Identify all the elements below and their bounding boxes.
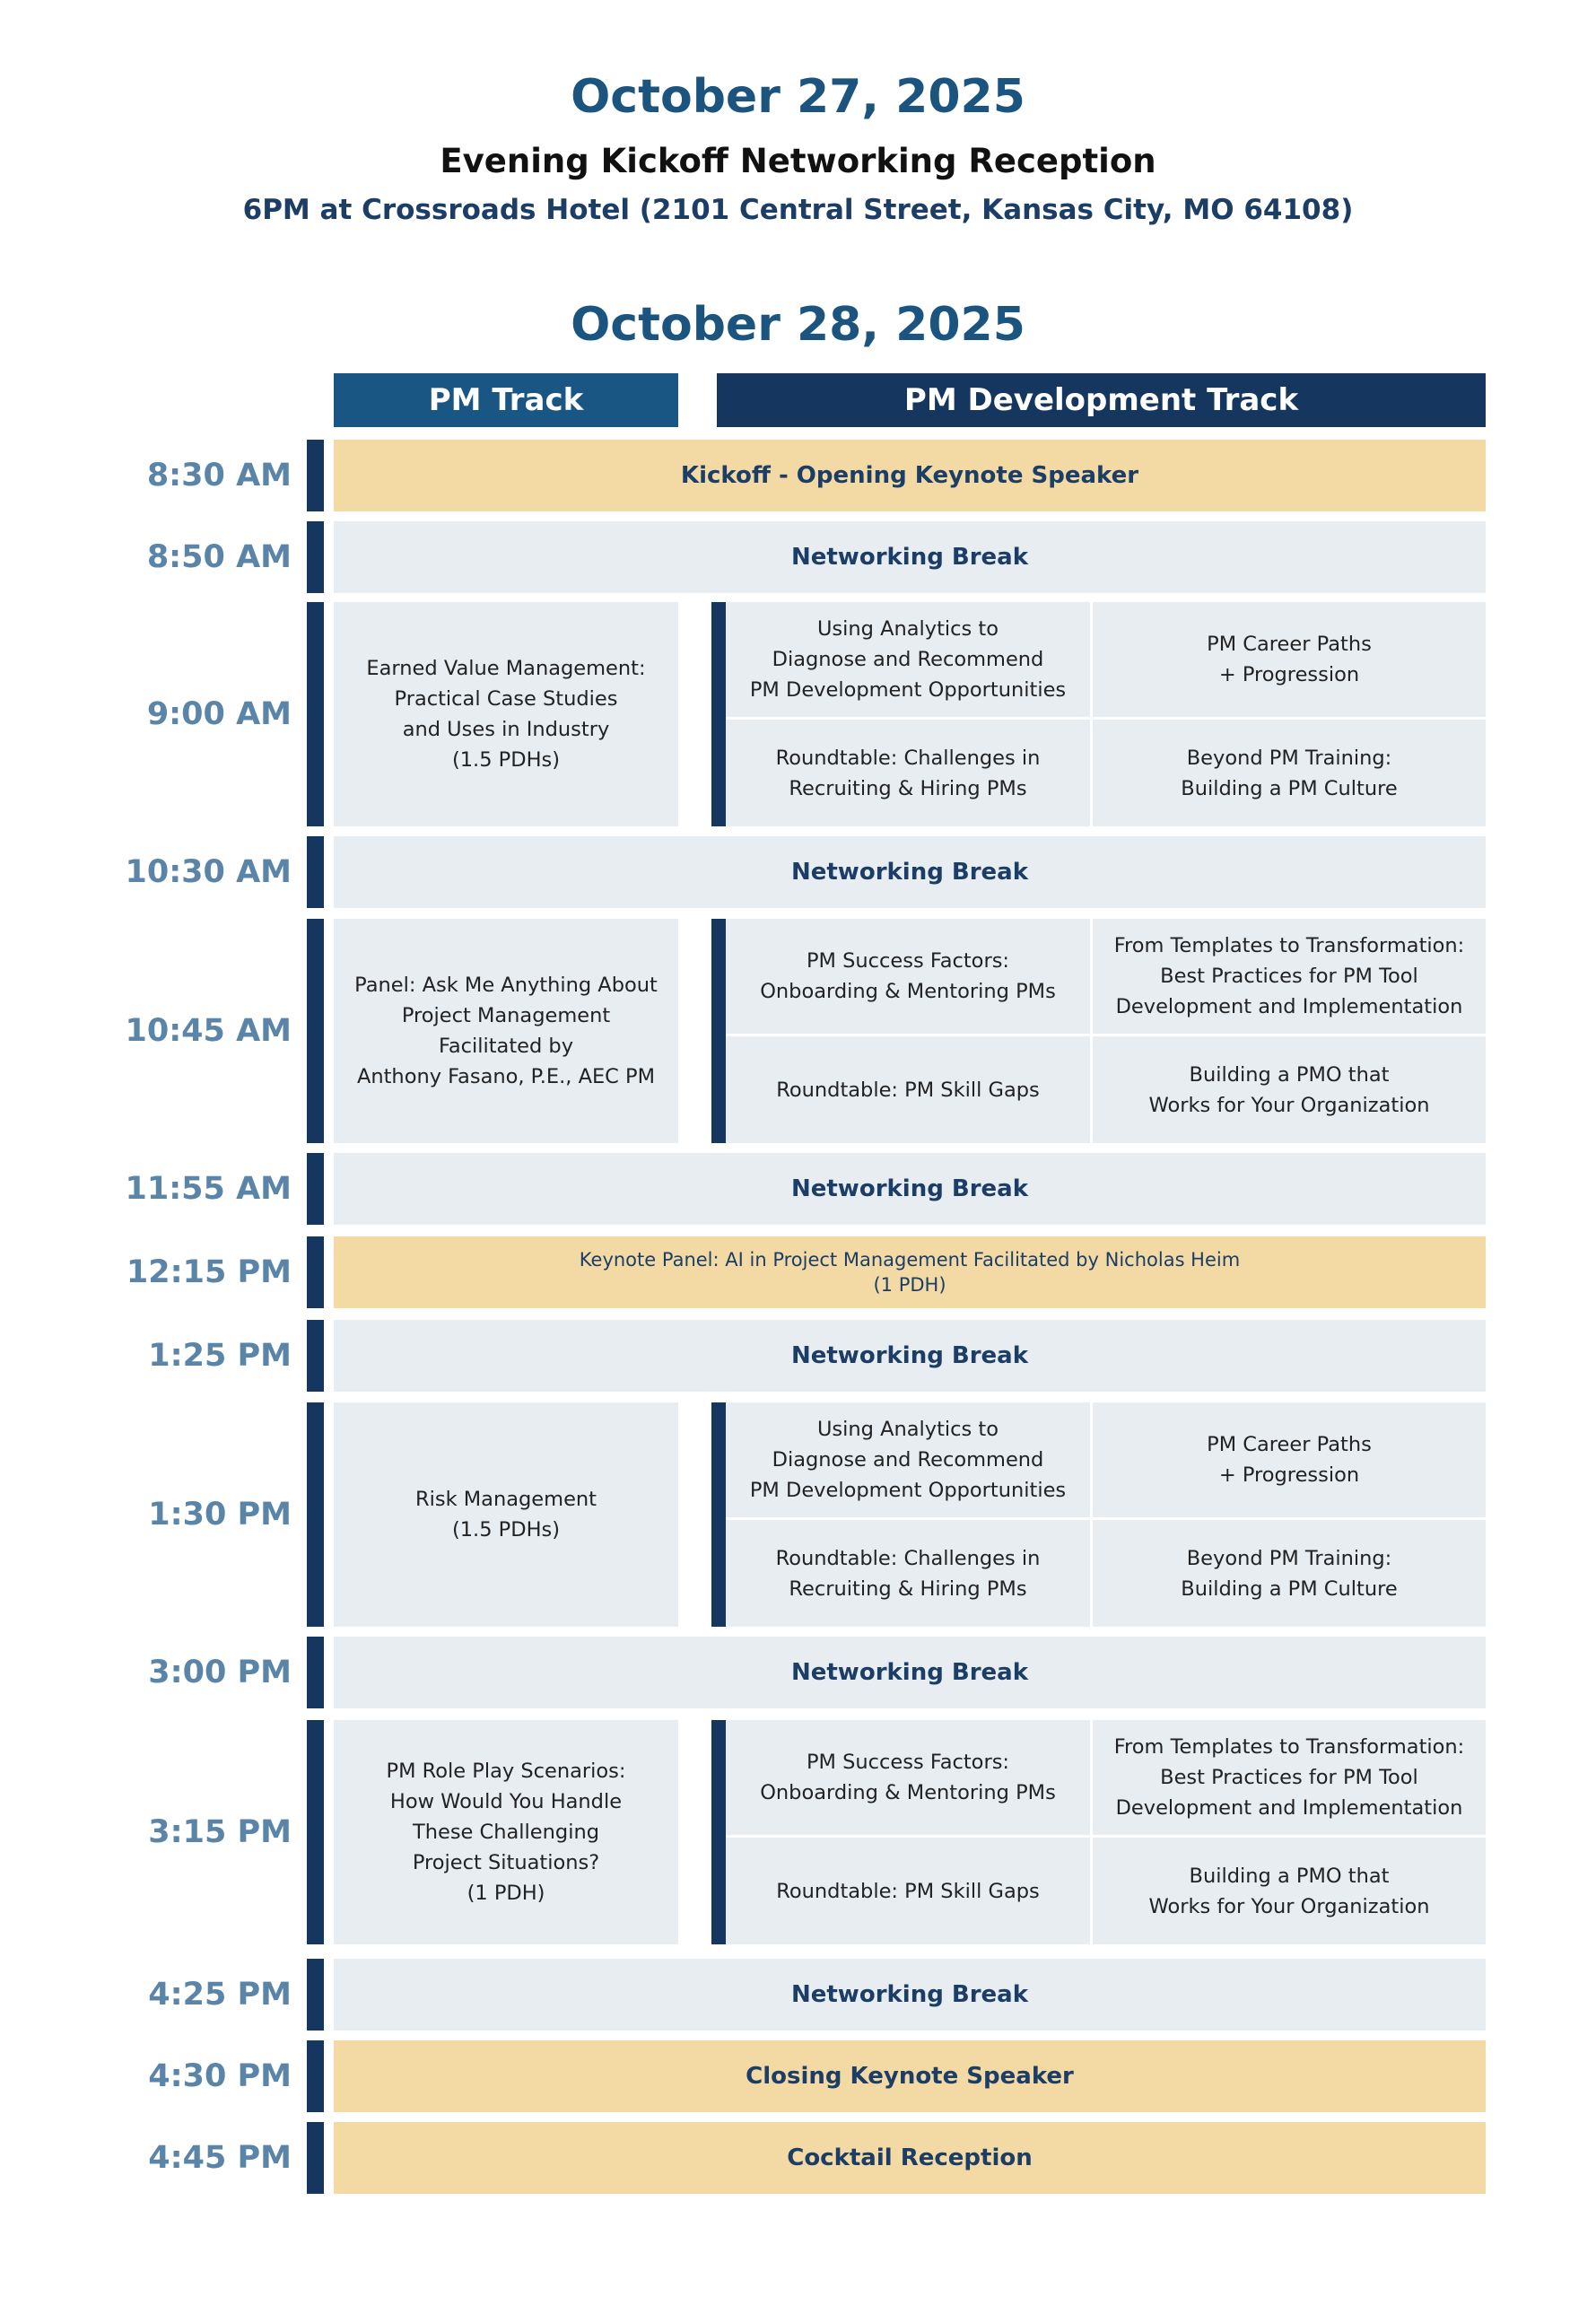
row-marker-bar [307, 2122, 324, 2194]
time-label: 4:25 PM [148, 1977, 292, 2013]
day2-date: October 28, 2025 [571, 298, 1025, 352]
time-label: 3:15 PM [148, 1814, 292, 1850]
row-marker-bar [307, 2040, 324, 2112]
time-label: 4:30 PM [148, 2058, 292, 2094]
dev-track-session: Beyond PM Training: Building a PM Culture [1093, 720, 1486, 826]
dev-track-session: From Templates to Transformation: Best Practices for PM Tool Development and Implementation [1093, 919, 1486, 1034]
time-label: 1:25 PM [148, 1338, 292, 1374]
dev-track-marker-bar [711, 1402, 726, 1627]
pm-track-session: Risk Management (1.5 PDHs) [334, 1402, 678, 1627]
dev-track-session: Roundtable: Challenges in Recruiting & Hiring PMs [726, 720, 1090, 826]
dev-track-session: Beyond PM Training: Building a PM Culture [1093, 1520, 1486, 1627]
row-marker-bar [307, 440, 324, 511]
day1-location: 6PM at Crossroads Hotel (2101 Central Street, Kansas City, MO 64108) [242, 194, 1354, 226]
time-label: 10:30 AM [125, 854, 292, 890]
closing-keynote: Closing Keynote Speaker [334, 2040, 1486, 2112]
time-label: 12:15 PM [126, 1254, 292, 1290]
day1-event-title: Evening Kickoff Networking Reception [440, 142, 1156, 180]
dev-track-session: Roundtable: PM Skill Gaps [726, 1036, 1090, 1143]
time-label: 3:00 PM [148, 1655, 292, 1690]
time-label: 8:50 AM [146, 539, 292, 575]
time-label: 4:45 PM [148, 2140, 292, 2176]
row-marker-bar [307, 1959, 324, 2031]
dev-track-marker-bar [711, 602, 726, 826]
row-marker-bar [307, 602, 324, 826]
networking-break: Networking Break [334, 1959, 1486, 2031]
networking-break: Networking Break [334, 1320, 1486, 1392]
networking-break: Networking Break [334, 1637, 1486, 1708]
networking-break: Networking Break [334, 836, 1486, 908]
row-marker-bar [307, 521, 324, 593]
dev-track-session: Roundtable: Challenges in Recruiting & Hiring PMs [726, 1520, 1090, 1627]
row-marker-bar [307, 1236, 324, 1308]
time-label: 10:45 AM [125, 1013, 292, 1049]
networking-break: Networking Break [334, 521, 1486, 593]
dev-track-session: PM Success Factors: Onboarding & Mentoring PMs [726, 919, 1090, 1034]
dev-track-session: Roundtable: PM Skill Gaps [726, 1838, 1090, 1944]
dev-track-session: PM Career Paths + Progression [1093, 602, 1486, 717]
row-marker-bar [307, 1320, 324, 1392]
time-label: 11:55 AM [125, 1171, 292, 1207]
row-marker-bar [307, 919, 324, 1143]
cocktail-reception: Cocktail Reception [334, 2122, 1486, 2194]
pm-track-session: Panel: Ask Me Anything About Project Management Facilitated by Anthony Fasano, P.E., AEC PM [334, 919, 678, 1143]
row-marker-bar [307, 836, 324, 908]
day1-date: October 27, 2025 [571, 70, 1025, 124]
dev-track-session: PM Success Factors: Onboarding & Mentoring PMs [726, 1720, 1090, 1835]
row-marker-bar [307, 1637, 324, 1708]
pm-track-session: PM Role Play Scenarios: How Would You Handle These Challenging Project Situations? (1 PDH) [334, 1720, 678, 1944]
pm-track-header: PM Track [334, 373, 678, 427]
pm-track-session: Earned Value Management: Practical Case Studies and Uses in Industry (1.5 PDHs) [334, 602, 678, 826]
keynote-panel: Keynote Panel: AI in Project Management Facilitated by Nicholas Heim (1 PDH) [334, 1236, 1486, 1308]
dev-track-marker-bar [711, 919, 726, 1143]
networking-break: Networking Break [334, 1153, 1486, 1225]
time-label: 9:00 AM [146, 696, 292, 732]
dev-track-marker-bar [711, 1720, 726, 1944]
dev-track-session: Using Analytics to Diagnose and Recommend PM Development Opportunities [726, 1402, 1090, 1517]
time-label: 8:30 AM [146, 458, 292, 493]
dev-track-session: Building a PMO that Works for Your Organization [1093, 1838, 1486, 1944]
dev-track-session: PM Career Paths + Progression [1093, 1402, 1486, 1517]
row-marker-bar [307, 1720, 324, 1944]
kickoff-keynote: Kickoff - Opening Keynote Speaker [334, 440, 1486, 511]
pm-development-track-header: PM Development Track [717, 373, 1486, 427]
row-marker-bar [307, 1402, 324, 1627]
dev-track-session: Using Analytics to Diagnose and Recommend PM Development Opportunities [726, 602, 1090, 717]
time-label: 1:30 PM [148, 1497, 292, 1533]
row-marker-bar [307, 1153, 324, 1225]
dev-track-session: Building a PMO that Works for Your Organization [1093, 1036, 1486, 1143]
dev-track-session: From Templates to Transformation: Best Practices for PM Tool Development and Implementation [1093, 1720, 1486, 1835]
